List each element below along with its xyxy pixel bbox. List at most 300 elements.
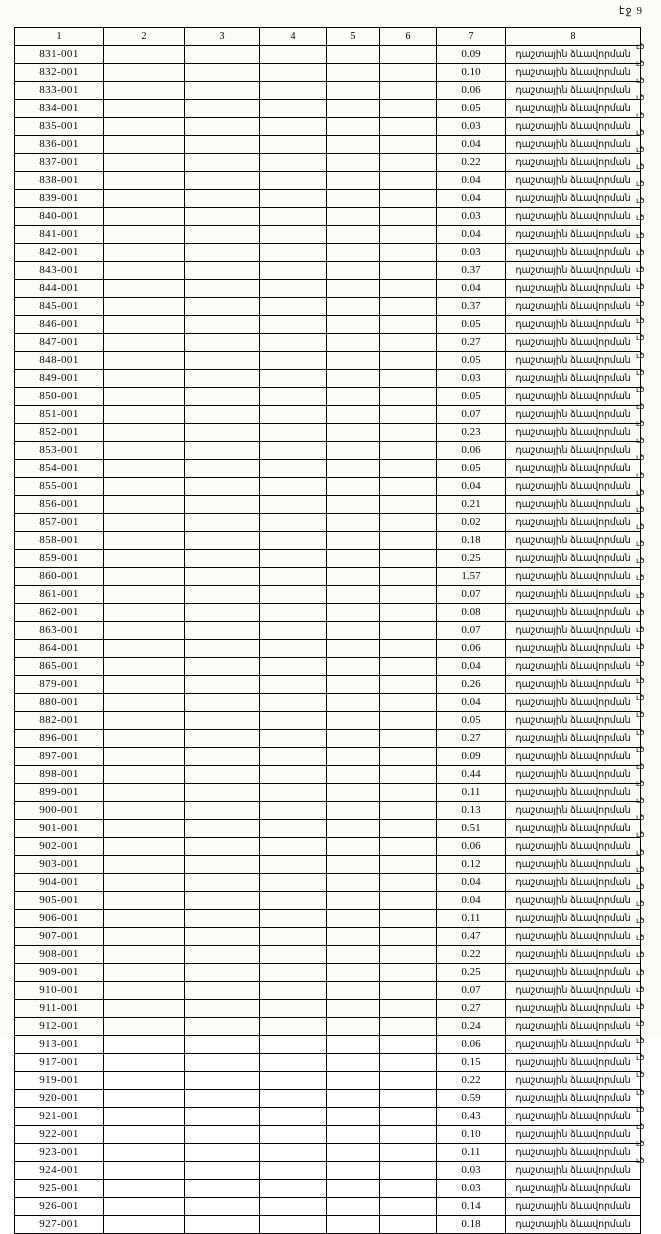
cell-code: 835-001 [15,118,104,136]
margin-text: ւծ [636,144,645,154]
cell-col5 [327,1144,380,1162]
margin-text: ւծ [636,1104,645,1114]
cell-description: դաշտային ձևավորման [506,388,641,406]
cell-col4 [260,766,327,784]
column-header-8: 8 [506,28,641,46]
table-row [15,334,641,352]
cell-col5 [327,208,380,226]
margin-text: ւծ [636,127,645,137]
cell-col3 [185,1180,260,1198]
cell-col3 [185,604,260,622]
cell-col5 [327,334,380,352]
cell-col4 [260,1144,327,1162]
table-row [15,1126,641,1144]
cell-code: 856-001 [15,496,104,514]
cell-col6 [380,208,437,226]
table-body [15,46,641,1234]
table-row [15,1000,641,1018]
cell-col3 [185,64,260,82]
cell-code: 927-001 [15,1216,104,1234]
cell-col6 [380,460,437,478]
cell-description: դաշտային ձևավորման [506,244,641,262]
table-row [15,838,641,856]
table-row [15,316,641,334]
cell-area: 0.37 [437,262,506,280]
table-row [15,910,641,928]
table-row [15,1162,641,1180]
cell-col6 [380,586,437,604]
cell-col4 [260,100,327,118]
cell-col4 [260,892,327,910]
cell-col3 [185,352,260,370]
cell-col3 [185,190,260,208]
cell-description: դաշտային ձևավորման [506,298,641,316]
cell-area: 0.27 [437,1000,506,1018]
cell-col2 [104,1144,185,1162]
cell-col5 [327,604,380,622]
table-row [15,658,641,676]
cell-col4 [260,190,327,208]
cell-description: դաշտային ձևավորման [506,838,641,856]
cell-description: դաշտային ձևավորման [506,1090,641,1108]
cell-col2 [104,604,185,622]
cell-col5 [327,442,380,460]
cell-area: 0.03 [437,208,506,226]
cell-col6 [380,928,437,946]
margin-text: ւծ [636,573,645,583]
cell-code: 834-001 [15,100,104,118]
cell-col6 [380,676,437,694]
cell-col3 [185,1018,260,1036]
table-row [15,1216,641,1234]
cell-area: 0.15 [437,1054,506,1072]
cell-col6 [380,1000,437,1018]
cell-col6 [380,730,437,748]
cell-area: 0.09 [437,748,506,766]
cell-col3 [185,730,260,748]
cell-area: 0.05 [437,460,506,478]
margin-text: ւծ [636,350,645,360]
cell-area: 0.22 [437,1072,506,1090]
table-row [15,442,641,460]
cell-col4 [260,118,327,136]
cell-col6 [380,694,437,712]
cell-area: 0.03 [437,118,506,136]
cell-col4 [260,568,327,586]
cell-code: 924-001 [15,1162,104,1180]
cell-col4 [260,658,327,676]
table-row [15,82,641,100]
cell-description: դաշտային ձևավորման [506,928,641,946]
cell-area: 0.04 [437,280,506,298]
margin-text: ւծ [636,1121,645,1131]
cell-col3 [185,1054,260,1072]
cell-col6 [380,1090,437,1108]
cell-col6 [380,802,437,820]
cell-col5 [327,982,380,1000]
cell-col2 [104,406,185,424]
cell-area: 0.11 [437,1144,506,1162]
margin-text: ւծ [636,1139,645,1148]
cell-col6 [380,388,437,406]
cell-col3 [185,370,260,388]
cell-code: 860-001 [15,568,104,586]
cell-col4 [260,496,327,514]
cell-description: դաշտային ձևավորման [506,118,641,136]
cell-col2 [104,298,185,316]
cell-col4 [260,1090,327,1108]
cell-col6 [380,136,437,154]
cell-col4 [260,334,327,352]
cell-col2 [104,208,185,226]
cell-col4 [260,1072,327,1090]
cell-col3 [185,298,260,316]
cell-area: 0.04 [437,226,506,244]
cell-col2 [104,964,185,982]
cell-col4 [260,640,327,658]
cell-description: դաշտային ձևավորման [506,46,641,64]
cell-description: դաշտային ձևավորման [506,874,641,892]
cell-col4 [260,64,327,82]
table-row [15,712,641,730]
cell-col5 [327,874,380,892]
cell-col5 [327,964,380,982]
cell-col5 [327,1036,380,1054]
cell-description: դաշտային ձևավորման [506,784,641,802]
cell-col5 [327,478,380,496]
cell-col5 [327,514,380,532]
cell-area: 0.23 [437,424,506,442]
table-row [15,370,641,388]
margin-text: ւծ [636,401,645,411]
table-row [15,946,641,964]
cell-area: 0.06 [437,838,506,856]
cell-col5 [327,1108,380,1126]
cell-col3 [185,514,260,532]
cell-code: 926-001 [15,1198,104,1216]
cell-col2 [104,1090,185,1108]
table-row [15,694,641,712]
cell-col5 [327,694,380,712]
table-row [15,424,641,442]
cell-col3 [185,1144,260,1162]
margin-text: ւծ [636,1036,645,1046]
cell-col4 [260,964,327,982]
cell-description: դաշտային ձևավորման [506,856,641,874]
margin-text: ւծ [636,659,645,669]
cell-col4 [260,442,327,460]
cell-col6 [380,496,437,514]
margin-text: ւծ [636,967,645,977]
cell-code: 861-001 [15,586,104,604]
cell-code: 857-001 [15,514,104,532]
cell-code: 902-001 [15,838,104,856]
margin-text: ւծ [636,264,645,274]
table-row [15,406,641,424]
margin-text: ւծ [636,59,645,69]
cell-description: դաշտային ձևավորման [506,172,641,190]
cell-description: դաշտային ձևավորման [506,1054,641,1072]
cell-col3 [185,334,260,352]
cell-code: 838-001 [15,172,104,190]
cell-description: դաշտային ձևավորման [506,766,641,784]
cell-col4 [260,1108,327,1126]
cell-col2 [104,1000,185,1018]
cell-col3 [185,388,260,406]
cell-col4 [260,82,327,100]
cell-col4 [260,46,327,64]
cell-col4 [260,424,327,442]
column-header-2: 2 [104,28,185,46]
cell-description: դաշտային ձևավորման [506,622,641,640]
page-number-label: էջ 9 [618,5,643,17]
cell-code: 865-001 [15,658,104,676]
cell-col2 [104,424,185,442]
table-row [15,604,641,622]
cell-col2 [104,838,185,856]
table-row [15,64,641,82]
cell-code: 897-001 [15,748,104,766]
cell-col4 [260,136,327,154]
margin-text: ւծ [636,110,645,120]
margin-text: ւծ [636,299,645,309]
cell-col3 [185,100,260,118]
cell-col5 [327,1072,380,1090]
cell-description: դաշտային ձևավորման [506,1144,641,1162]
cell-col2 [104,118,185,136]
cell-col6 [380,748,437,766]
cell-col2 [104,1036,185,1054]
cell-col4 [260,910,327,928]
cell-description: դաշտային ձևավորման [506,280,641,298]
cell-col6 [380,1144,437,1162]
cell-col4 [260,874,327,892]
cell-area: 0.37 [437,298,506,316]
margin-text: ւծ [636,453,645,463]
cell-description: դաշտային ձևավորման [506,712,641,730]
cell-area: 0.11 [437,784,506,802]
table-row [15,496,641,514]
cell-col2 [104,1072,185,1090]
cell-description: դաշտային ձևավորման [506,316,641,334]
cell-description: դաշտային ձևավորման [506,694,641,712]
cell-col5 [327,406,380,424]
cell-col2 [104,694,185,712]
table-row [15,1054,641,1072]
cell-code: 904-001 [15,874,104,892]
cell-col5 [327,640,380,658]
cell-area: 0.09 [437,46,506,64]
margin-text: ւծ [636,830,645,840]
cell-col3 [185,586,260,604]
cell-col6 [380,550,437,568]
cell-col4 [260,622,327,640]
cell-col2 [104,514,185,532]
table-row [15,856,641,874]
cell-col6 [380,190,437,208]
margin-text: ւծ [636,779,645,789]
cell-col3 [185,136,260,154]
cell-col5 [327,586,380,604]
table-row [15,1144,641,1162]
cell-col5 [327,802,380,820]
cell-col5 [327,280,380,298]
cell-col5 [327,244,380,262]
margin-text: ւծ [636,950,645,960]
cell-col4 [260,604,327,622]
cell-col2 [104,532,185,550]
table-row [15,208,641,226]
cell-col6 [380,352,437,370]
cell-col3 [185,856,260,874]
cell-col4 [260,1018,327,1036]
cell-description: դաշտային ձևավորման [506,154,641,172]
cell-col4 [260,352,327,370]
cell-code: 854-001 [15,460,104,478]
cell-col3 [185,226,260,244]
cell-code: 905-001 [15,892,104,910]
cell-col3 [185,982,260,1000]
table-row [15,532,641,550]
margin-text: ւծ [636,1087,645,1097]
cell-col5 [327,100,380,118]
cell-col3 [185,1198,260,1216]
cell-col6 [380,604,437,622]
margin-text: ւծ [636,847,645,857]
cell-description: դաշտային ձևավորման [506,604,641,622]
cell-code: 845-001 [15,298,104,316]
cell-col4 [260,262,327,280]
cell-col6 [380,118,437,136]
table-row [15,1108,641,1126]
margin-text: ւծ [636,744,645,754]
table-row [15,982,641,1000]
cell-col6 [380,1216,437,1234]
cell-code: 850-001 [15,388,104,406]
cell-col6 [380,424,437,442]
cell-col2 [104,712,185,730]
cell-code: 852-001 [15,424,104,442]
cell-col6 [380,514,437,532]
cell-description: դաշտային ձևավորման [506,910,641,928]
cell-description: դաշտային ձևավորման [506,1180,641,1198]
cell-col4 [260,280,327,298]
cell-col6 [380,910,437,928]
cell-col2 [104,856,185,874]
cell-col2 [104,460,185,478]
table-row [15,514,641,532]
cell-area: 0.27 [437,730,506,748]
cell-area: 0.04 [437,658,506,676]
table-row [15,460,641,478]
cell-col3 [185,154,260,172]
cell-col5 [327,1198,380,1216]
margin-text: ւծ [636,864,645,874]
cell-col3 [185,1162,260,1180]
margin-text: ւծ [636,436,645,446]
cell-col5 [327,676,380,694]
cell-col2 [104,928,185,946]
table-row [15,478,641,496]
cell-col6 [380,1054,437,1072]
cell-col2 [104,982,185,1000]
margin-text: ւծ [636,316,645,326]
cell-col3 [185,676,260,694]
cell-col4 [260,514,327,532]
cell-col5 [327,766,380,784]
margin-text: ւծ [636,710,645,720]
cell-col3 [185,820,260,838]
cell-area: 0.06 [437,1036,506,1054]
cell-area: 0.25 [437,964,506,982]
cell-col6 [380,838,437,856]
cell-col4 [260,676,327,694]
table-row [15,352,641,370]
cell-area: 0.04 [437,136,506,154]
cell-description: դաշտային ձևավորման [506,442,641,460]
margin-text: ւծ [636,161,645,171]
cell-code: 853-001 [15,442,104,460]
cell-col3 [185,244,260,262]
cell-col5 [327,496,380,514]
data-table [14,27,641,1234]
table-row [15,730,641,748]
cell-description: դաշտային ձևավորման [506,100,641,118]
cell-area: 0.07 [437,622,506,640]
table-row [15,676,641,694]
cell-col2 [104,892,185,910]
margin-text: ւծ [636,419,645,429]
cell-code: 903-001 [15,856,104,874]
cell-col6 [380,946,437,964]
cell-col5 [327,1180,380,1198]
cell-description: դաշտային ձևավորման [506,946,641,964]
cell-code: 864-001 [15,640,104,658]
cell-col2 [104,1018,185,1036]
cell-code: 906-001 [15,910,104,928]
margin-text: ւծ [636,213,645,223]
cell-col6 [380,892,437,910]
table-row [15,280,641,298]
cell-area: 0.21 [437,496,506,514]
table-row [15,136,641,154]
cell-col3 [185,910,260,928]
cell-description: դաշտային ձևավորման [506,424,641,442]
cell-col3 [185,568,260,586]
cell-code: 836-001 [15,136,104,154]
cell-col5 [327,262,380,280]
cell-col6 [380,712,437,730]
cell-col2 [104,262,185,280]
cell-area: 0.44 [437,766,506,784]
cell-col3 [185,712,260,730]
cell-code: 922-001 [15,1126,104,1144]
margin-text: ւծ [636,42,645,51]
margin-text: ւծ [636,881,645,891]
cell-code: 841-001 [15,226,104,244]
margin-text: ւծ [636,1019,645,1029]
cell-col5 [327,46,380,64]
cell-col4 [260,856,327,874]
margin-text: ւծ [636,333,645,343]
cell-code: 900-001 [15,802,104,820]
cell-area: 0.25 [437,550,506,568]
cell-col6 [380,658,437,676]
cell-col2 [104,1198,185,1216]
cell-col5 [327,730,380,748]
cell-col3 [185,424,260,442]
cell-description: դաշտային ձևավորման [506,496,641,514]
